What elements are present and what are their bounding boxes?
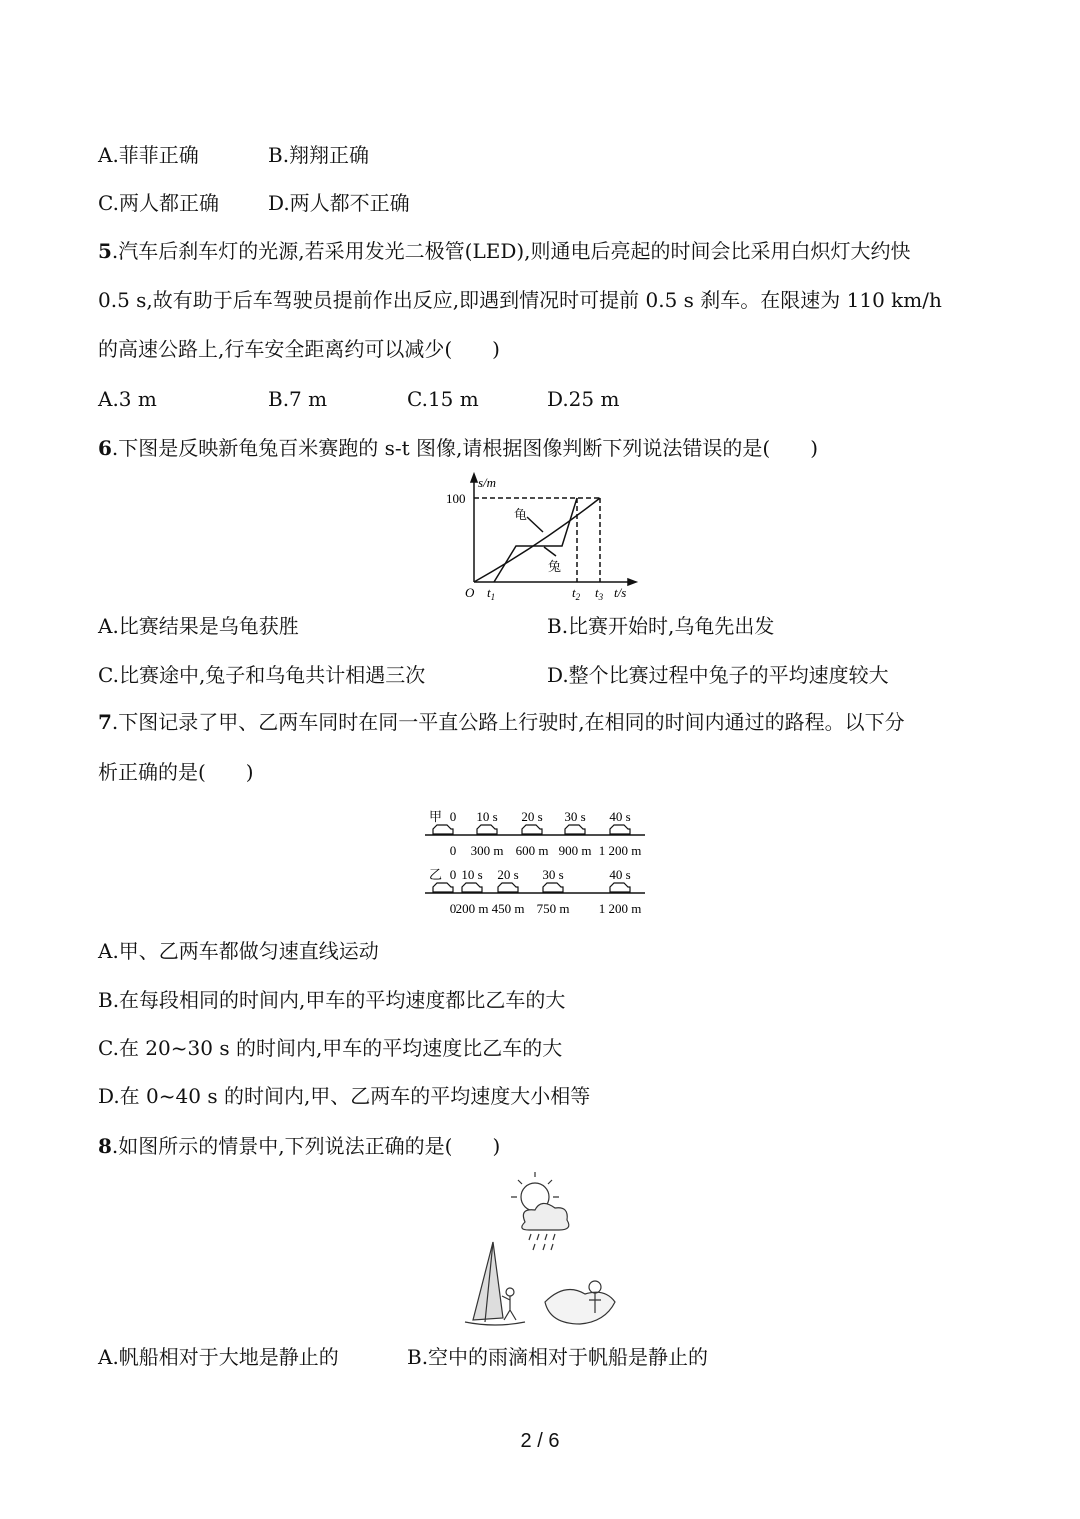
car2-time-label: 0 — [449, 867, 457, 882]
q5-line-3: 的高速公路上,行车安全距离约可以减少( ) — [98, 337, 500, 361]
q5-option-b: B.7 m — [268, 387, 328, 411]
t3-label: $t_3$ — [595, 585, 604, 602]
car2-time-label: 30 s — [542, 867, 564, 882]
turtle-pointer — [527, 517, 543, 532]
q7-option-a: A.甲、乙两车都做匀速直线运动 — [98, 939, 379, 963]
q5-line-1 — [98, 239, 911, 263]
q5-text: .汽车后刹车灯的光源,若采用发光二极管(LED),则通电后亮起的时间会比采用白炽灯大约快 — [111, 239, 911, 263]
page-number: 2 / 6 — [520, 1430, 560, 1452]
car-icon — [610, 825, 630, 834]
q4-option-b: B.翔翔正确 — [268, 143, 370, 167]
q4-option-a: A.菲菲正确 — [98, 143, 199, 167]
q5-option-a: A.3 m — [98, 387, 157, 411]
car1-distance-label: 300 m — [470, 843, 504, 858]
car1-time-label: 0 — [449, 809, 457, 824]
turtle-label: 龟 — [514, 507, 528, 522]
q7-option-c: C.在 20~30 s 的时间内,甲车的平均速度比乙车的大 — [98, 1036, 563, 1060]
car1-distance-label: 0 — [449, 843, 457, 858]
q8-option-b: B.空中的雨滴相对于帆船是静止的 — [407, 1345, 709, 1369]
car2-time-label: 20 s — [497, 867, 519, 882]
q6-option-a: A.比赛结果是乌龟获胜 — [98, 614, 299, 638]
car2-name: 乙 — [429, 867, 443, 882]
car-icon — [433, 883, 453, 892]
t1-label: $t_1$ — [487, 585, 496, 602]
q5-option-c: C.15 m — [407, 387, 479, 411]
car2-time-label: 40 s — [609, 867, 631, 882]
car2-distance-label: 200 m — [455, 901, 489, 915]
q6-stem — [98, 436, 818, 460]
q5-number: 5 — [98, 239, 112, 263]
car-icon — [498, 883, 518, 892]
car2-distance-label: 1 200 m — [598, 901, 642, 915]
q7-line-1: 7.下图记录了甲、乙两车同时在同一平直公路上行驶时,在相同的时间内通过的路程。以下分 — [98, 710, 905, 734]
car-icon — [462, 883, 482, 892]
y-axis-label: s/m — [478, 475, 497, 490]
q4-option-c: C.两人都正确 — [98, 191, 219, 215]
car2-time-label: 10 s — [461, 867, 483, 882]
q6-option-c: C.比赛途中,兔子和乌龟共计相遇三次 — [98, 663, 426, 687]
q6-text: .下图是反映新龟兔百米赛跑的 s-t 图像,请根据图像判断下列说法错误的是( ) — [111, 436, 819, 460]
q5-line-2: 0.5 s,故有助于后车驾驶员提前作出反应,即遇到情况时可提前 0.5 s 刹车。在限速为 110 km/h — [98, 288, 942, 312]
q7-option-d: D.在 0~40 s 的时间内,甲、乙两车的平均速度大小相等 — [98, 1084, 591, 1108]
cloud-icon — [522, 1203, 569, 1230]
car-icon — [610, 883, 630, 892]
q7-number: 7 — [98, 710, 112, 734]
q6-option-b: B.比赛开始时,乌龟先出发 — [547, 614, 775, 638]
y-tick-100: 100 — [446, 491, 466, 506]
x-axis-label: t/s — [614, 585, 627, 600]
q5-option-d: D.25 m — [547, 387, 620, 411]
q7-line-2: 析正确的是( ) — [98, 760, 254, 784]
q7-option-b: B.在每段相同的时间内,甲车的平均速度都比乙车的大 — [98, 988, 566, 1012]
car1-time-label: 10 s — [476, 809, 498, 824]
water — [465, 1322, 525, 1325]
st-graph — [430, 470, 650, 605]
car1-time-label: 40 s — [609, 809, 631, 824]
car1-name: 甲 — [429, 809, 443, 824]
sailboat-sail — [473, 1242, 503, 1320]
rabbit-label: 兔 — [548, 559, 562, 574]
car-icon — [543, 883, 563, 892]
car2-distance-label: 450 m — [491, 901, 525, 915]
car-icon — [522, 825, 542, 834]
dashed-guides — [474, 498, 600, 582]
q8-stem: 8.如图所示的情景中,下列说法正确的是( ) — [98, 1134, 501, 1158]
rain-drops — [529, 1234, 555, 1250]
car1-time-label: 20 s — [521, 809, 543, 824]
q8-number: 8 — [98, 1134, 112, 1158]
rabbit-curve — [494, 498, 577, 582]
car1-time-label: 30 s — [564, 809, 586, 824]
turtle-curve — [474, 498, 600, 582]
car-icon — [565, 825, 585, 834]
q4-option-d: D.两人都不正确 — [268, 191, 410, 215]
q6-option-d: D.整个比赛过程中兔子的平均速度较大 — [547, 663, 889, 687]
car2-distance-label: 0 — [449, 901, 457, 915]
cows-group — [545, 1290, 615, 1325]
car1-distance-label: 600 m — [515, 843, 549, 858]
t2-label: $t_2$ — [572, 585, 581, 602]
car-icon — [477, 825, 497, 834]
rabbit-pointer — [544, 547, 556, 556]
car1-distance-label: 1 200 m — [598, 843, 642, 858]
car-icon — [433, 825, 453, 834]
scene-illustration — [455, 1172, 625, 1332]
q8-option-a: A.帆船相对于大地是静止的 — [98, 1345, 339, 1369]
car2-distance-label: 750 m — [536, 901, 570, 915]
car-diagram — [420, 805, 670, 915]
car1-distance-label: 900 m — [558, 843, 592, 858]
q6-number: 6 — [98, 436, 112, 460]
origin-label: O — [465, 585, 475, 600]
